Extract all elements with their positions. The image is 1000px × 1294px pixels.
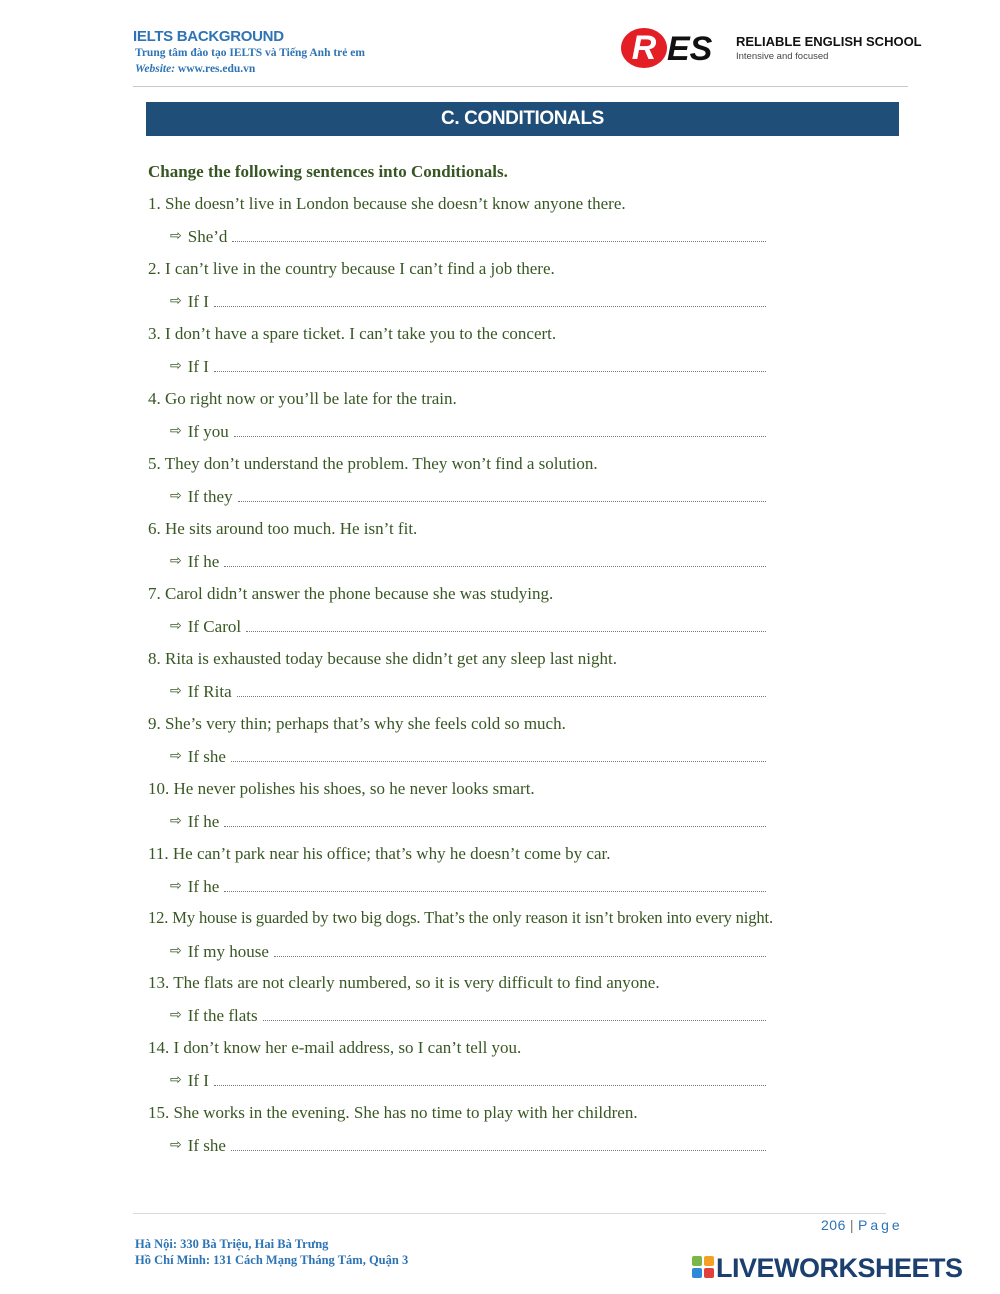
arrow-icon: ⇨ xyxy=(170,488,182,504)
answer-stem: If he xyxy=(187,552,220,571)
page-header xyxy=(0,0,1000,90)
question-10: 10. He never polishes his shoes, so he never looks smart. xyxy=(148,779,535,798)
answer-blank[interactable] xyxy=(214,1084,766,1086)
liveworksheets-text: LIVEWORKSHEETS xyxy=(716,1253,963,1283)
logo-school-name: RELIABLE ENGLISH SCHOOL xyxy=(736,34,922,49)
website-label: Website: xyxy=(135,63,176,75)
question-15: 15. She works in the evening. She has no time to play with her children. xyxy=(148,1103,638,1122)
answer-blank[interactable] xyxy=(238,500,766,502)
instruction-text: Change the following sentences into Conditionals. xyxy=(148,162,508,181)
answer-blank[interactable] xyxy=(224,890,766,892)
answer-blank[interactable] xyxy=(263,1019,766,1021)
res-logo-mark xyxy=(620,26,732,70)
answer-stem: If I xyxy=(187,357,209,376)
answer-line-6 xyxy=(170,550,766,572)
logo-mark-letters-es: ES xyxy=(667,30,713,68)
answer-line-15 xyxy=(170,1134,766,1156)
website-url: www.res.edu.vn xyxy=(177,63,256,75)
question-4: 4. Go right now or you’ll be late for the train. xyxy=(148,389,457,408)
page-separator: | xyxy=(849,1217,854,1233)
question-8: 8. Rita is exhausted today because she didn’t get any sleep last night. xyxy=(148,649,617,668)
question-9: 9. She’s very thin; perhaps that’s why she feels cold so much. xyxy=(148,714,566,733)
answer-stem: If she xyxy=(187,747,226,766)
question-2: 2. I can’t live in the country because I can’t find a job there. xyxy=(148,259,555,278)
answer-line-13 xyxy=(170,1004,766,1026)
answer-stem: If you xyxy=(187,422,229,441)
answer-stem: If the flats xyxy=(187,1006,258,1025)
footer-divider xyxy=(133,1213,886,1214)
header-divider xyxy=(133,86,908,87)
arrow-icon: ⇨ xyxy=(170,1007,182,1023)
answer-blank[interactable] xyxy=(224,565,766,567)
arrow-icon: ⇨ xyxy=(170,683,182,699)
answer-line-14 xyxy=(170,1069,766,1091)
answer-blank[interactable] xyxy=(246,630,766,632)
arrow-icon: ⇨ xyxy=(170,943,182,959)
answer-blank[interactable] xyxy=(214,370,766,372)
answer-line-11 xyxy=(170,875,766,897)
arrow-icon: ⇨ xyxy=(170,423,182,439)
answer-stem: If Rita xyxy=(187,682,232,701)
page-number xyxy=(821,1217,903,1233)
question-14: 14. I don’t know her e-mail address, so I can’t tell you. xyxy=(148,1038,522,1057)
answer-stem: If they xyxy=(187,487,233,506)
answer-blank[interactable] xyxy=(231,760,766,762)
address-hanoi: Hà Nội: 330 Bà Triệu, Hai Bà Trưng xyxy=(135,1237,329,1251)
page-label: Page xyxy=(858,1217,903,1233)
answer-stem: She’d xyxy=(187,227,228,246)
answer-blank[interactable] xyxy=(232,240,766,242)
section-title-banner: C. CONDITIONALS xyxy=(146,102,899,136)
arrow-icon: ⇨ xyxy=(170,618,182,634)
question-3: 3. I don’t have a spare ticket. I can’t take you to the concert. xyxy=(148,324,557,343)
res-logo xyxy=(620,26,920,70)
question-6: 6. He sits around too much. He isn’t fit. xyxy=(148,519,418,538)
answer-line-1 xyxy=(170,225,766,247)
logo-tagline: Intensive and focused xyxy=(736,51,829,62)
arrow-icon: ⇨ xyxy=(170,813,182,829)
answer-line-8 xyxy=(170,680,766,702)
answer-line-2 xyxy=(170,290,766,312)
answer-stem: If he xyxy=(187,877,220,896)
question-1: 1. She doesn’t live in London because she doesn’t know anyone there. xyxy=(148,194,626,213)
answer-blank[interactable] xyxy=(274,955,766,957)
question-7: 7. Carol didn’t answer the phone because she was studying. xyxy=(148,584,554,603)
arrow-icon: ⇨ xyxy=(170,553,182,569)
answer-stem: If I xyxy=(187,1071,209,1090)
question-13: 13. The flats are not clearly numbered, so it is very difficult to find anyone. xyxy=(148,973,660,992)
brand-website xyxy=(135,63,255,75)
logo-mark-letter-r: R xyxy=(631,29,657,67)
arrow-icon: ⇨ xyxy=(170,878,182,894)
answer-stem: If I xyxy=(187,292,209,311)
question-12: 12. My house is guarded by two big dogs. That’s the only reason it isn’t broken into every night. xyxy=(148,908,774,927)
page-number-value: 206 xyxy=(821,1217,846,1233)
address-hcm: Hồ Chí Minh: 131 Cách Mạng Tháng Tám, Quận 3 xyxy=(135,1253,409,1267)
answer-stem: If she xyxy=(187,1136,226,1155)
arrow-icon: ⇨ xyxy=(170,1137,182,1153)
brand-subtitle: Trung tâm đào tạo IELTS và Tiếng Anh trẻ em xyxy=(135,47,365,59)
liveworksheets-logo-icon xyxy=(692,1256,714,1278)
arrow-icon: ⇨ xyxy=(170,293,182,309)
answer-blank[interactable] xyxy=(224,825,766,827)
answer-stem: If Carol xyxy=(187,617,242,636)
answer-blank[interactable] xyxy=(237,695,766,697)
arrow-icon: ⇨ xyxy=(170,228,182,244)
answer-line-9 xyxy=(170,745,766,767)
answer-line-10 xyxy=(170,810,766,832)
arrow-icon: ⇨ xyxy=(170,358,182,374)
brand-title: IELTS BACKGROUND xyxy=(133,28,284,45)
answer-stem: If my house xyxy=(187,942,269,961)
answer-line-12 xyxy=(170,940,766,962)
answer-blank[interactable] xyxy=(231,1149,766,1151)
arrow-icon: ⇨ xyxy=(170,1072,182,1088)
question-11: 11. He can’t park near his office; that’s why he doesn’t come by car. xyxy=(148,844,611,863)
answer-line-7 xyxy=(170,615,766,637)
question-5: 5. They don’t understand the problem. They won’t find a solution. xyxy=(148,454,598,473)
answer-stem: If he xyxy=(187,812,220,831)
answer-blank[interactable] xyxy=(214,305,766,307)
arrow-icon: ⇨ xyxy=(170,748,182,764)
answer-blank[interactable] xyxy=(234,435,766,437)
answer-line-3 xyxy=(170,355,766,377)
answer-line-4 xyxy=(170,420,766,442)
answer-line-5 xyxy=(170,485,766,507)
